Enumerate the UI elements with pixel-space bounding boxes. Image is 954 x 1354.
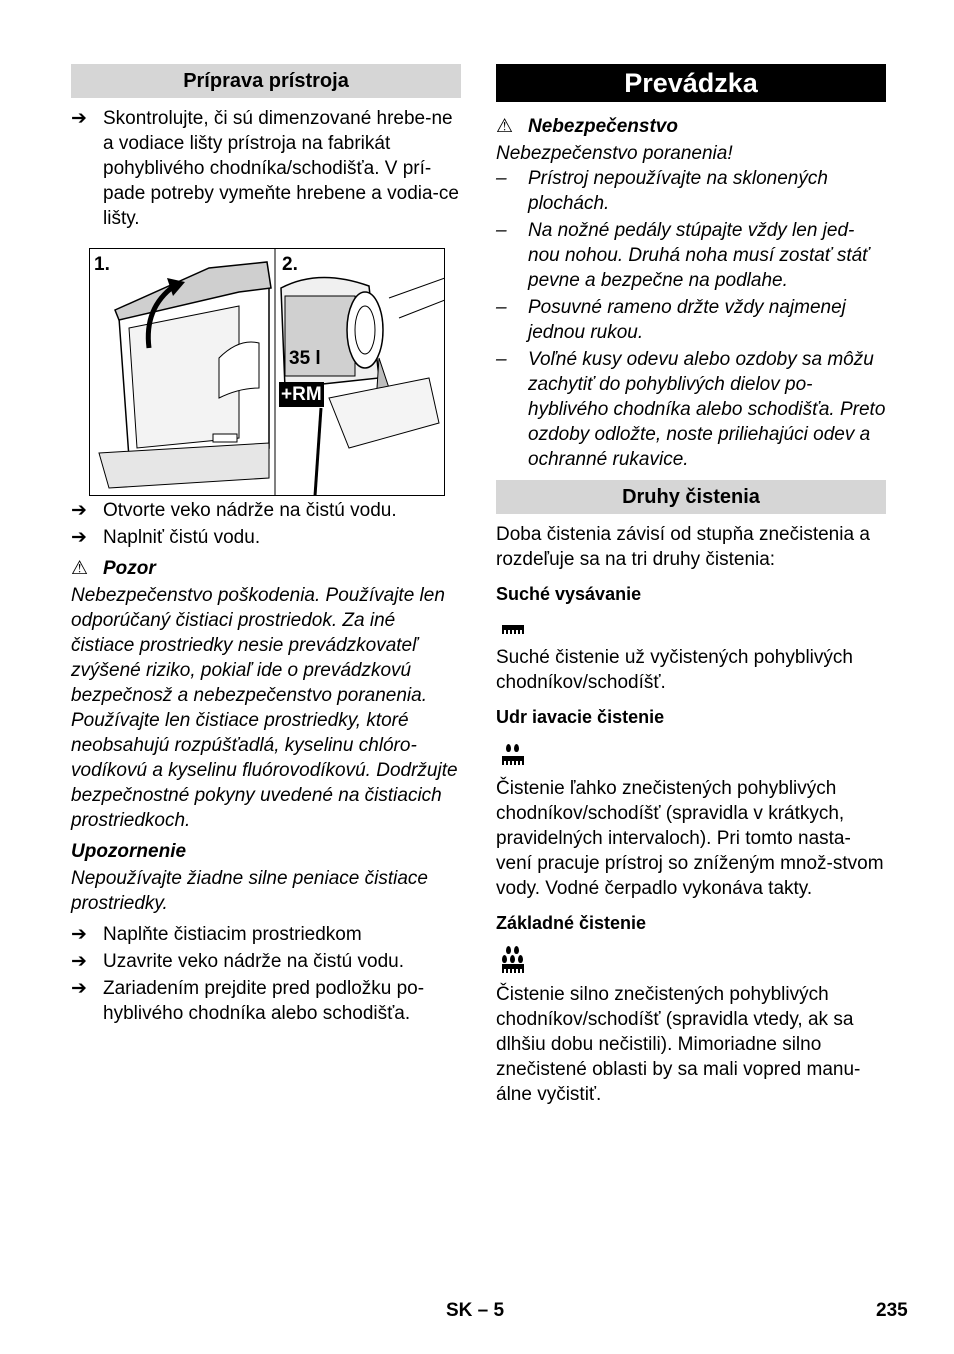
step-close-lid [71,949,461,974]
brush-water-low-icon [496,738,886,772]
danger-item: – Posuvné rameno držte vždy najmenej jednou rukou. [496,297,846,343]
section-heading-operation: Prevádzka [496,64,886,102]
brush-water-high-icon [496,944,886,978]
figure-volume-label: 35 l [289,348,321,369]
right-column [496,64,886,1113]
step-fill-water [71,525,461,550]
footer-section-label: SK – 5 [446,1300,505,1321]
arrow-icon: ➔ [71,527,87,548]
arrow-icon: ➔ [71,500,87,521]
dash-bullet: – [496,349,507,370]
basic-cleaning-title: Základné čistenie [496,913,647,933]
left-column-lower [71,498,461,1028]
illustration-machine [89,248,445,496]
dash-bullet: – [496,297,507,318]
danger-item: – Na nožné pedály stúpajte vždy len jed-nou nohou. Druhá noha musí zostať stáť pevne a bezpečne na podlahe. [496,220,869,291]
brush-icon [496,615,886,641]
figure-label-2: 2. [282,254,298,275]
caution-title: Pozor [103,558,156,579]
page-number: 235 [876,1300,908,1321]
dry-vacuum-text: Suché čistenie už vyčistených pohyblivých chodníkov/schodíšť. [496,647,853,693]
danger-title: Nebezpečenstvo [528,116,678,137]
maintenance-cleaning-title: Udr iavacie čistenie [496,707,665,727]
danger-heading [496,114,886,139]
step-text: Naplniť čistú vodu. [103,527,261,548]
arrow-icon: ➔ [71,924,87,945]
note-heading: Upozornenie [71,841,187,862]
caution-text: Nebezpečenstvo poškodenia. Používajte len odporúčaný čistiaci prostriedok. Za iné čistiace prostriedky nesie prevádzkovateľ zvýšené riziko, pokiaľ ide o prevádzkovú bezpečnosž a nebezpečenstvo poranenia. Používajte len čistiace prostriedky, ktoré neobsahujú rozpúšťadlá, kyselinu chlóro-vodíkovú a kyselinu fluórovodíkovú. Dodržujte bezpečnostné pokyny uvedené na čistiacich prostriedkoch. [71,585,458,831]
left-column [71,64,461,233]
warning-triangle-icon: ⚠ [71,558,89,579]
warning-triangle-icon: ⚠ [496,116,514,137]
arrow-icon: ➔ [71,978,87,999]
basic-cleaning-text: Čistenie silno znečistených pohyblivých chodníkov/schodíšť (spravidla vtedy, ak sa dlhšiu dobu nečistili). Mimoriadne silno znečistené oblasti by sa mali vopred manu-álne vyčistiť. [496,984,861,1105]
figure-tank-fill [89,248,445,496]
arrow-icon: ➔ [71,951,87,972]
arrow-icon: ➔ [71,108,87,129]
step-text: Naplňte čistiacim prostriedkom [103,924,362,945]
figure-rm-label: +RM [281,384,322,405]
step-check-combs [71,106,461,231]
dry-vacuum-title: Suché vysávanie [496,584,642,604]
step-text: Uzavrite veko nádrže na čistú vodu. [103,951,404,972]
danger-item: – Prístroj nepoužívajte na sklonených plochách. [496,168,828,214]
maintenance-cleaning-text: Čistenie ľahko znečistených pohyblivých chodníkov/schodíšť (spravidla v krátkych, pravidelných intervaloch). Pri tomto nasta-vení pracuje prístroj so zníženým množ-stvom vody. Vodné čerpadlo vykonáva takty. [496,778,884,899]
danger-item: – Voľné kusy odevu alebo ozdoby sa môžu zachytiť do pohyblivých dielov po-hyblivého chodníka alebo schodišťa. Preto ozdoby odložte, noste priliehajúci odev a ochranné rukavice. [496,349,886,470]
section-heading-cleaning-types: Druhy čistenia [496,480,886,514]
section-heading-preparation: Príprava prístroja [71,64,461,98]
note-text: Nepoužívajte žiadne silne peniace čistiace prostriedky. [71,868,428,914]
step-fill-detergent [71,922,461,947]
step-text: Zariadením prejdite pred podložku po-hyblivého chodníka alebo schodišťa. [103,978,425,1024]
step-text: Otvorte veko nádrže na čistú vodu. [103,500,397,521]
step-text: Skontrolujte, či sú dimenzované hrebe-ne a vodiace lišty prístroja na fabrikát pohyblivého chodníka/schodišťa. V prí-pade potreby vymeňte hrebene a vodia-ce lišty. [103,108,459,229]
step-open-lid [71,498,461,523]
figure-label-1: 1. [94,254,110,275]
step-move-device [71,976,461,1026]
danger-intro: Nebezpečenstvo poranenia! [496,143,733,164]
caution-heading [71,556,461,581]
dash-bullet: – [496,168,507,189]
cleaning-types-intro: Doba čistenia závisí od stupňa znečistenia a rozdeľuje sa na tri druhy čistenia: [496,524,870,570]
dash-bullet: – [496,220,507,241]
